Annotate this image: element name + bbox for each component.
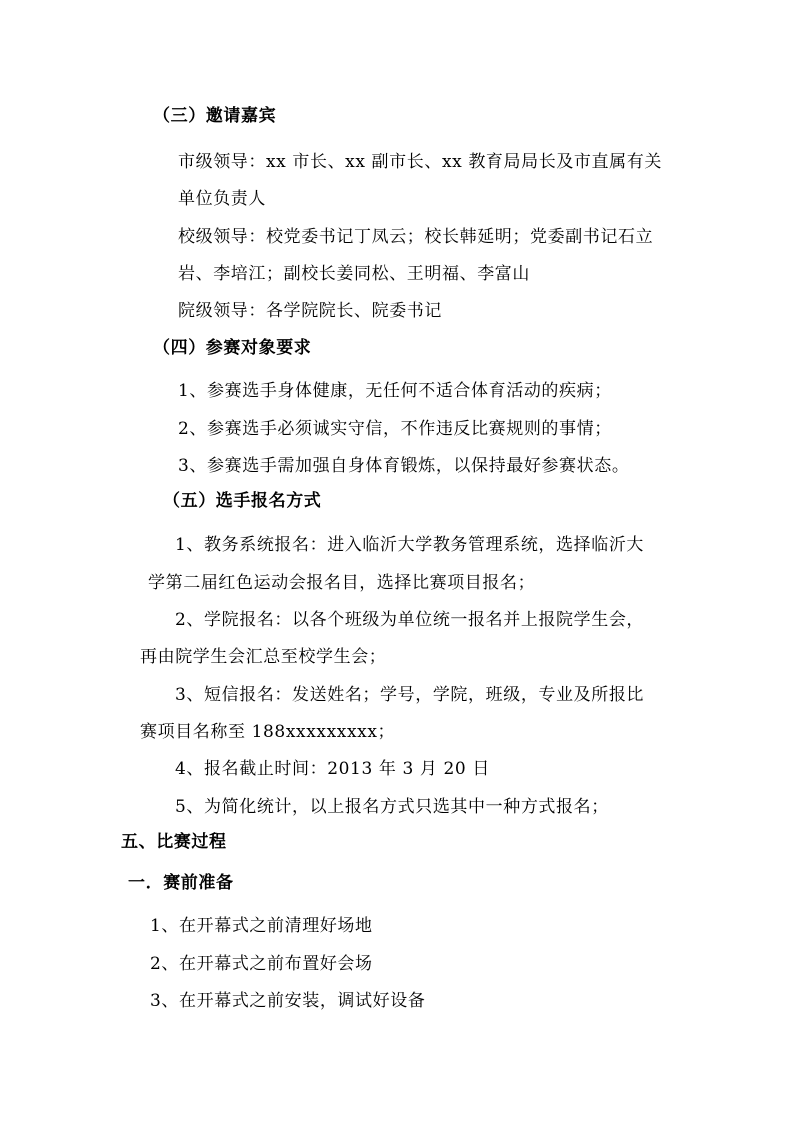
section-3-line: 单位负责人	[178, 189, 266, 209]
section-5-line: 3、短信报名：发送姓名；学号，学院，班级，专业及所报比	[175, 685, 645, 705]
part-5-item: 1、在开幕式之前清理好场地	[150, 916, 373, 936]
part-5-sub-heading: 一．赛前准备	[128, 873, 234, 893]
section-5-line: 赛项目名称至 188xxxxxxxxx；	[140, 722, 396, 742]
section-4-item: 3、参赛选手需加强自身体育锻炼，以保持最好参赛状态。	[178, 456, 630, 476]
section-5-line: 5、为简化统计，以上报名方式只选其中一种方式报名；	[175, 797, 609, 817]
section-5-heading: （五）选手报名方式	[163, 491, 322, 511]
section-5-line: 再由院学生会汇总至校学生会；	[140, 647, 387, 667]
part-5-item: 3、在开幕式之前安装，调试好设备	[150, 991, 426, 1011]
section-5-line: 2、学院报名：以各个班级为单位统一报名并上报院学生会，	[175, 610, 645, 630]
section-4-item: 1、参赛选手身体健康，无任何不适合体育活动的疾病；	[178, 381, 612, 401]
section-5-line: 学第二届红色运动会报名目，选择比赛项目报名；	[148, 573, 536, 593]
section-5-line: 1、教务系统报名：进入临沂大学教务管理系统，选择临沂大	[175, 535, 645, 555]
section-3-line: 岩、李培江；副校长姜同松、王明福、李富山	[178, 264, 530, 284]
part-5-heading: 五、比赛过程	[121, 832, 227, 852]
section-5-line: 4、报名截止时间：2013 年 3 月 20 日	[175, 759, 490, 779]
section-3-line: 市级领导：xx 市长、xx 副市长、xx 教育局局长及市直属有关	[178, 152, 662, 172]
section-3-heading: （三）邀请嘉宾	[153, 106, 277, 126]
section-4-heading: （四）参赛对象要求	[153, 338, 312, 358]
part-5-item: 2、在开幕式之前布置好会场	[150, 954, 373, 974]
section-3-line: 校级领导：校党委书记丁凤云；校长韩延明；党委副书记石立	[178, 227, 654, 247]
section-3-line: 院级领导：各学院院长、院委书记	[178, 301, 442, 321]
section-4-item: 2、参赛选手必须诚实守信，不作违反比赛规则的事情；	[178, 419, 612, 439]
